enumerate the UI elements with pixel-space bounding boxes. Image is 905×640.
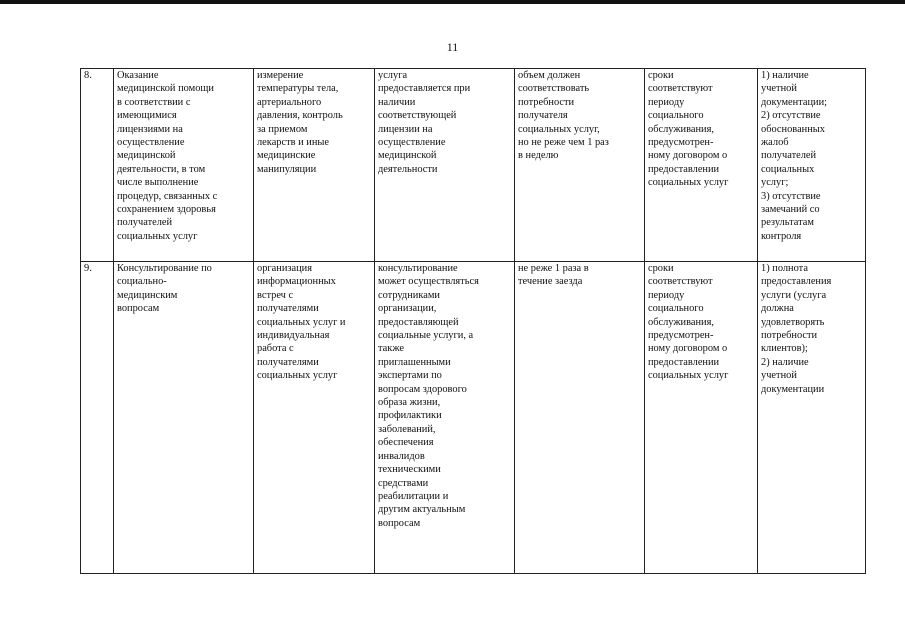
service-volume-cell: объем должен соответствовать потребности получателя социальных услуг, но не реже чем 1 раз в неделю xyxy=(515,69,645,262)
services-table xyxy=(80,68,866,574)
service-conditions-cell: консультирование может осуществляться сотрудниками организации, предоставляющей социальные услуги, а также приглашенными экспертами по вопросам здорового образа жизни, профилактики заболеваний, обеспечения инвалидов техническими средствами реабилитации и другим актуальным вопросам xyxy=(375,262,515,574)
quality-indicators-cell: 1) полнота предоставления услуги (услуга должна удовлетворять потребности клиентов); 2) наличие учетной документации xyxy=(758,262,866,574)
row-number: 9. xyxy=(81,262,114,574)
table-row xyxy=(81,69,866,262)
service-terms-cell: сроки соответствуют периоду социального обслуживания, предусмотрен- ному договором о предоставлении социальных услуг xyxy=(645,69,758,262)
page-number: 11 xyxy=(446,40,459,54)
row-number: 8. xyxy=(81,69,114,262)
service-description-cell: организация информационных встреч с получателями социальных услуг и индивидуальная работа с получателями социальных услуг xyxy=(254,262,375,574)
table-row xyxy=(81,262,866,574)
service-conditions-cell: услуга предоставляется при наличии соответствующей лицензии на осуществление медицинской деятельности xyxy=(375,69,515,262)
service-description-cell: измерение температуры тела, артериального давления, контроль за приемом лекарств и иные медицинские манипуляции xyxy=(254,69,375,262)
page-top-border xyxy=(0,0,905,4)
service-volume-cell: не реже 1 раза в течение заезда xyxy=(515,262,645,574)
service-name-cell: Консультирование по социально- медицинским вопросам xyxy=(114,262,254,574)
service-name-cell: Оказание медицинской помощи в соответствии с имеющимися лицензиями на осуществление медицинской деятельности, в том числе выполнение процедур, связанных с сохранением здоровья получателей социальных услуг xyxy=(114,69,254,262)
quality-indicators-cell: 1) наличие учетной документации; 2) отсутствие обоснованных жалоб получателей социальных услуг; 3) отсутствие замечаний со результатам контроля xyxy=(758,69,866,262)
service-terms-cell: сроки соответствуют периоду социального обслуживания, предусмотрен- ному договором о предоставлении социальных услуг xyxy=(645,262,758,574)
